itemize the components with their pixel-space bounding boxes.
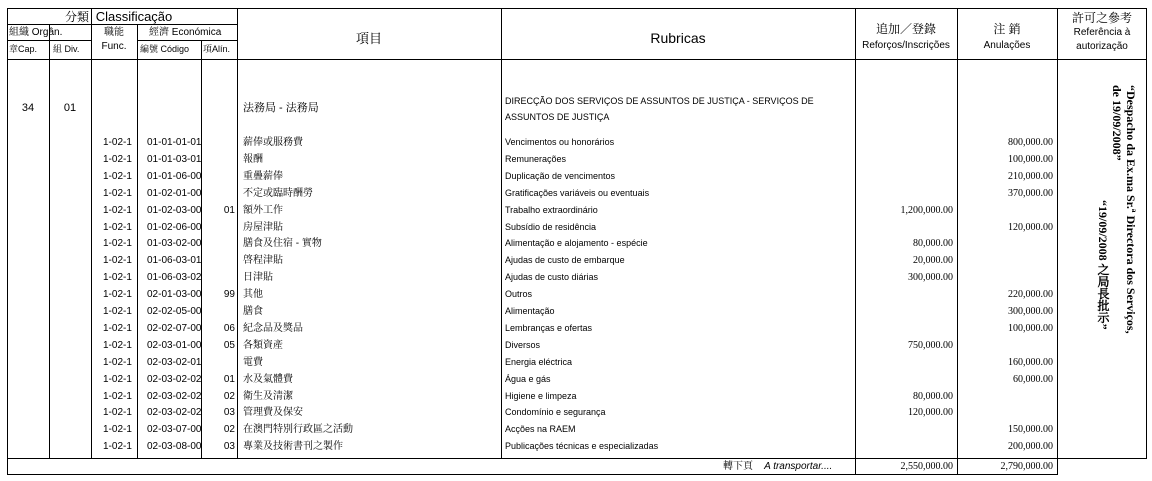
row-funcional: 1-02-1	[103, 407, 132, 419]
row-funcional: 1-02-1	[103, 153, 132, 165]
row-rubrica-pt: Ajudas de custo de embarque	[505, 255, 625, 266]
row-reforco: 300,000.00	[908, 272, 953, 284]
row-item-zh: 其他	[243, 289, 263, 301]
row-funcional: 1-02-1	[103, 441, 132, 453]
table-row	[7, 287, 1147, 303]
row-item-zh: 膳食及住宿 - 實物	[243, 238, 322, 250]
row-codigo: 02-03-02-01	[147, 356, 202, 368]
row-rubrica-pt: Vencimentos ou honorários	[505, 137, 615, 147]
row-codigo: 01-02-03-00	[147, 204, 202, 216]
codigo-header: 編號 Código	[140, 44, 190, 54]
row-codigo: 01-02-06-00	[147, 221, 202, 233]
row-item-zh: 報酬	[243, 153, 263, 165]
row-alinea: 01	[223, 204, 235, 216]
row-rubrica-pt: Outros	[505, 289, 533, 300]
reforcos-header-zh: 追加／登錄	[875, 22, 936, 36]
department-cap: 34	[21, 102, 35, 114]
row-alinea: 05	[223, 339, 235, 351]
row-funcional: 1-02-1	[103, 424, 132, 436]
table-row	[7, 169, 1147, 185]
transport-label: 轉下頁 A transportar....	[723, 461, 833, 472]
row-rubrica-pt: Trabalho extraordinário	[505, 204, 598, 215]
row-alinea: 01	[223, 373, 235, 385]
row-codigo: 01-03-02-00	[147, 238, 202, 250]
table-row	[7, 422, 1147, 438]
rubricas-header: Rubricas	[650, 30, 706, 46]
table-row	[7, 152, 1147, 168]
anulacoes-header-pt: Anulações	[983, 40, 1031, 51]
row-reforco: 80,000.00	[913, 238, 953, 250]
row-anulacao: 200,000.00	[1008, 441, 1053, 453]
reforcos-header-pt: Reforços/Inscrições	[862, 40, 950, 51]
row-rubrica-pt: Acções na RAEM	[505, 424, 576, 435]
table-row	[7, 439, 1147, 455]
row-codigo: 02-02-05-00	[147, 306, 202, 317]
row-anulacao: 120,000.00	[1008, 221, 1053, 233]
row-anulacao: 160,000.00	[1008, 356, 1053, 368]
budget-table	[7, 8, 1147, 475]
row-funcional: 1-02-1	[103, 272, 132, 284]
table-row	[7, 355, 1147, 371]
table-row	[7, 220, 1147, 236]
row-funcional: 1-02-1	[103, 339, 132, 351]
authorization-line1: “Despacho da Ex.ma Sr.ª Directora dos Serviços,	[1124, 85, 1138, 334]
row-anulacao: 300,000.00	[1008, 306, 1053, 317]
row-item-zh: 啓程津貼	[243, 255, 283, 267]
table-row	[7, 253, 1147, 269]
row-alinea: 06	[223, 322, 235, 334]
row-reforco: 750,000.00	[908, 339, 953, 351]
row-funcional: 1-02-1	[103, 322, 132, 334]
department-name-pt-line2: ASSUNTOS DE JUSTIÇA	[505, 112, 610, 122]
row-rubrica-pt: Energia eléctrica	[505, 356, 573, 367]
row-item-zh: 專業及技術書刊之製作	[243, 441, 343, 453]
row-anulacao: 210,000.00	[1008, 170, 1053, 182]
row-anulacao: 800,000.00	[1008, 137, 1053, 148]
row-rubrica-pt: Ajudas de custo diárias	[505, 272, 599, 283]
row-codigo: 01-06-03-02	[147, 272, 202, 284]
row-funcional: 1-02-1	[103, 137, 132, 148]
row-funcional: 1-02-1	[103, 170, 132, 182]
authorization-line2: de 19/09/2008”	[1110, 85, 1124, 161]
row-codigo: 02-03-02-02	[147, 407, 202, 419]
row-funcional: 1-02-1	[103, 204, 132, 216]
row-alinea: 02	[223, 390, 235, 402]
row-reforco: 1,200,000.00	[900, 204, 953, 216]
referencia-header-pt2: autorização	[1076, 41, 1128, 52]
row-item-zh: 各類資產	[243, 339, 283, 351]
table-row	[7, 304, 1147, 320]
row-rubrica-pt: Duplicação de vencimentos	[505, 170, 616, 181]
row-funcional: 1-02-1	[103, 238, 132, 250]
row-alinea: 03	[223, 407, 235, 419]
row-alinea: 02	[223, 424, 235, 436]
row-item-zh: 房屋津貼	[243, 221, 283, 233]
row-rubrica-pt: Gratificações variáveis ou eventuais	[505, 187, 650, 198]
capitulo-header: 章Cap.	[9, 44, 38, 54]
row-anulacao: 60,000.00	[1013, 373, 1053, 385]
row-reforco: 120,000.00	[908, 407, 953, 419]
row-item-zh: 薪俸或服務費	[243, 137, 303, 148]
row-codigo: 02-03-02-02	[147, 390, 202, 402]
table-row	[7, 203, 1147, 219]
row-rubrica-pt: Publicações técnicas e especializadas	[505, 441, 659, 452]
row-item-zh: 水及氣體費	[243, 373, 293, 385]
row-alinea: 03	[223, 441, 235, 453]
table-row	[7, 236, 1147, 252]
row-item-zh: 紀念品及獎品	[243, 322, 303, 334]
divisao-header: 組 Div.	[53, 44, 80, 54]
row-rubrica-pt: Diversos	[505, 339, 541, 350]
row-rubrica-pt: Remunerações	[505, 153, 567, 164]
row-alinea: 99	[223, 289, 235, 301]
classification-header: 分類 Classificação	[65, 9, 173, 24]
row-codigo: 02-03-02-02	[147, 373, 202, 385]
funcional-header-zh: 職能	[104, 27, 124, 38]
row-anulacao: 100,000.00	[1008, 322, 1053, 334]
row-item-zh: 重疊薪俸	[243, 170, 283, 182]
row-codigo: 02-01-03-00	[147, 289, 202, 301]
row-item-zh: 日津貼	[243, 272, 273, 284]
authorization-line3: “19/09/2008 之局長批示”	[1096, 200, 1110, 330]
referencia-header-pt1: Referência à	[1073, 27, 1131, 38]
organica-header: 組織 Orgân.	[9, 27, 63, 38]
department-div: 01	[63, 102, 77, 114]
row-rubrica-pt: Alimentação	[505, 306, 555, 316]
row-reforco: 20,000.00	[913, 255, 953, 267]
alinea-header: 項Alín.	[203, 44, 231, 54]
table-row	[7, 405, 1147, 421]
row-rubrica-pt: Lembranças e ofertas	[505, 322, 593, 333]
department-name-zh: 法務局 - 法務局	[243, 102, 319, 114]
row-item-zh: 電費	[243, 356, 263, 368]
row-funcional: 1-02-1	[103, 373, 132, 385]
row-funcional: 1-02-1	[103, 356, 132, 368]
row-funcional: 1-02-1	[103, 187, 132, 199]
economica-header: 經濟 Económica	[149, 27, 222, 38]
row-codigo: 02-03-07-00	[147, 424, 202, 436]
row-item-zh: 在澳門特別行政區之活動	[243, 424, 353, 436]
row-anulacao: 220,000.00	[1008, 289, 1053, 301]
table-row	[7, 186, 1147, 202]
row-codigo: 01-01-06-00	[147, 170, 202, 182]
row-codigo: 01-06-03-01	[147, 255, 202, 267]
referencia-header-zh: 許可之參考	[1071, 11, 1132, 25]
row-anulacao: 100,000.00	[1008, 153, 1053, 165]
row-funcional: 1-02-1	[103, 255, 132, 267]
department-name-pt-line1: DIRECÇÃO DOS SERVIÇOS DE ASSUNTOS DE JUSTIÇA - SERVIÇOS DE	[505, 96, 814, 106]
row-codigo: 01-01-03-01	[147, 153, 202, 165]
row-rubrica-pt: Água e gás	[505, 373, 551, 384]
row-rubrica-pt: Alimentação e alojamento - espécie	[505, 238, 648, 249]
table-row	[7, 372, 1147, 388]
funcional-header-pt: Func.	[101, 41, 127, 52]
row-funcional: 1-02-1	[103, 390, 132, 402]
row-rubrica-pt: Subsídio de residência	[505, 221, 597, 232]
table-row	[7, 338, 1147, 354]
row-reforco: 80,000.00	[913, 390, 953, 402]
row-anulacao: 150,000.00	[1008, 424, 1053, 436]
total-anulacoes: 2,790,000.00	[1000, 461, 1053, 472]
row-funcional: 1-02-1	[103, 221, 132, 233]
row-item-zh: 額外工作	[243, 204, 283, 216]
table-row	[7, 321, 1147, 337]
row-funcional: 1-02-1	[103, 289, 132, 301]
row-rubrica-pt: Condomínio e segurança	[505, 407, 606, 418]
row-item-zh: 不定或臨時酬勞	[243, 187, 313, 199]
item-header: 項目	[355, 31, 382, 46]
row-item-zh: 管理費及保安	[243, 407, 303, 419]
row-item-zh: 衛生及清潔	[243, 390, 293, 402]
row-codigo: 01-01-01-01	[147, 137, 202, 148]
row-codigo: 02-03-08-00	[147, 441, 202, 453]
anulacoes-header-zh: 注 銷	[993, 22, 1021, 36]
table-row	[7, 135, 1147, 151]
table-row	[7, 270, 1147, 286]
row-item-zh: 膳食	[243, 306, 263, 317]
row-funcional: 1-02-1	[103, 306, 132, 317]
row-codigo: 01-02-01-00	[147, 187, 202, 199]
authorization-reference	[1081, 85, 1151, 385]
row-rubrica-pt: Higiene e limpeza	[505, 390, 577, 401]
row-codigo: 02-02-07-00	[147, 322, 202, 334]
row-anulacao: 370,000.00	[1008, 187, 1053, 199]
table-row	[7, 389, 1147, 405]
total-reforcos: 2,550,000.00	[900, 461, 953, 472]
row-codigo: 02-03-01-00	[147, 339, 202, 351]
